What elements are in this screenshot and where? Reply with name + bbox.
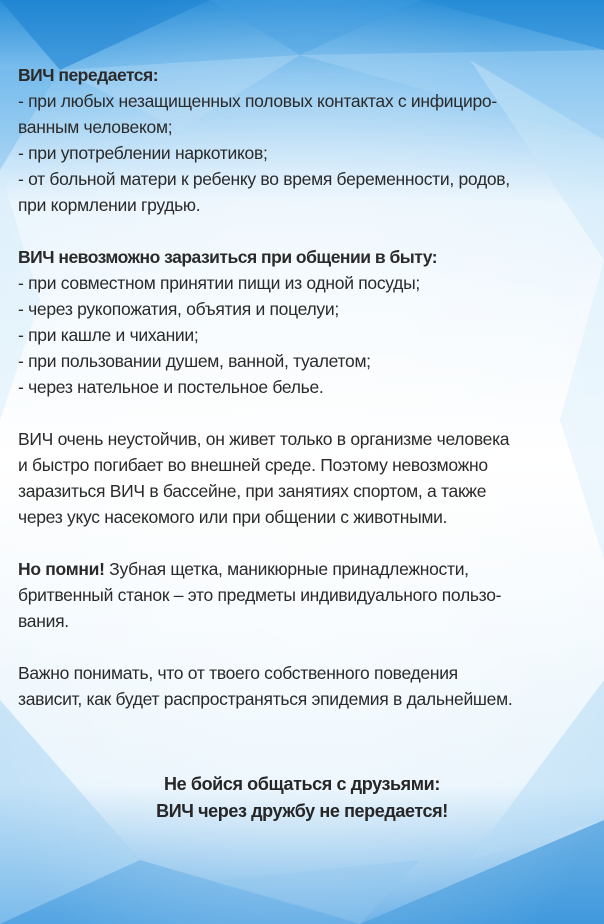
no-transmission-item: - при совместном принятии пищи из одной посуды; bbox=[18, 273, 420, 293]
paragraph-line: через укус насекомого или при общении с животными. bbox=[18, 507, 448, 527]
transmission-heading: ВИЧ передается: bbox=[18, 65, 159, 85]
friendship-slogan bbox=[0, 771, 604, 825]
main-text bbox=[18, 62, 580, 712]
no-transmission-item: - при пользовании душем, ванной, туалетом; bbox=[18, 351, 371, 371]
instability-paragraph bbox=[18, 426, 580, 530]
paragraph-line: заразиться ВИЧ в бассейне, при занятиях спортом, а также bbox=[18, 481, 487, 501]
transmission-item: при кормлении грудью. bbox=[18, 195, 201, 215]
personal-items-paragraph bbox=[18, 556, 580, 634]
paragraph-line bbox=[18, 556, 580, 582]
no-transmission-item: - через рукопожатия, объятия и поцелуи; bbox=[18, 299, 339, 319]
no-transmission-item: - через нательное и постельное белье. bbox=[18, 377, 324, 397]
paragraph-line: вания. bbox=[18, 611, 69, 631]
no-transmission-section bbox=[18, 244, 580, 400]
transmission-item: - при любых незащищенных половых контактах с инфициро- bbox=[18, 91, 497, 111]
transmission-item: - при употреблении наркотиков; bbox=[18, 143, 268, 163]
slogan-line-1: Не бойся общаться с друзьями: bbox=[164, 774, 440, 794]
remember-emphasis: Но помни! bbox=[18, 559, 105, 579]
paragraph-text: Зубная щетка, маникюрные принадлежности, bbox=[104, 559, 469, 579]
transmission-item: - от больной матери к ребенку во время беременности, родов, bbox=[18, 169, 510, 189]
slogan-line-2: ВИЧ через дружбу не передается! bbox=[156, 801, 448, 821]
paragraph-line: и быстро погибает во внешней среде. Поэтому невозможно bbox=[18, 455, 488, 475]
paragraph-line: ВИЧ очень неустойчив, он живет только в организме человека bbox=[18, 429, 510, 449]
transmission-section bbox=[18, 62, 580, 218]
paragraph-line: зависит, как будет распространяться эпидемия в дальнейшем. bbox=[18, 689, 513, 709]
paragraph-line: Важно понимать, что от твоего собственного поведения bbox=[18, 663, 458, 683]
behavior-paragraph bbox=[18, 660, 580, 712]
no-transmission-heading: ВИЧ невозможно заразиться при общении в быту: bbox=[18, 247, 438, 267]
paragraph-line: бритвенный станок – это предметы индивидуального пользо- bbox=[18, 585, 502, 605]
transmission-item: ванным человеком; bbox=[18, 117, 173, 137]
no-transmission-item: - при кашле и чихании; bbox=[18, 325, 199, 345]
